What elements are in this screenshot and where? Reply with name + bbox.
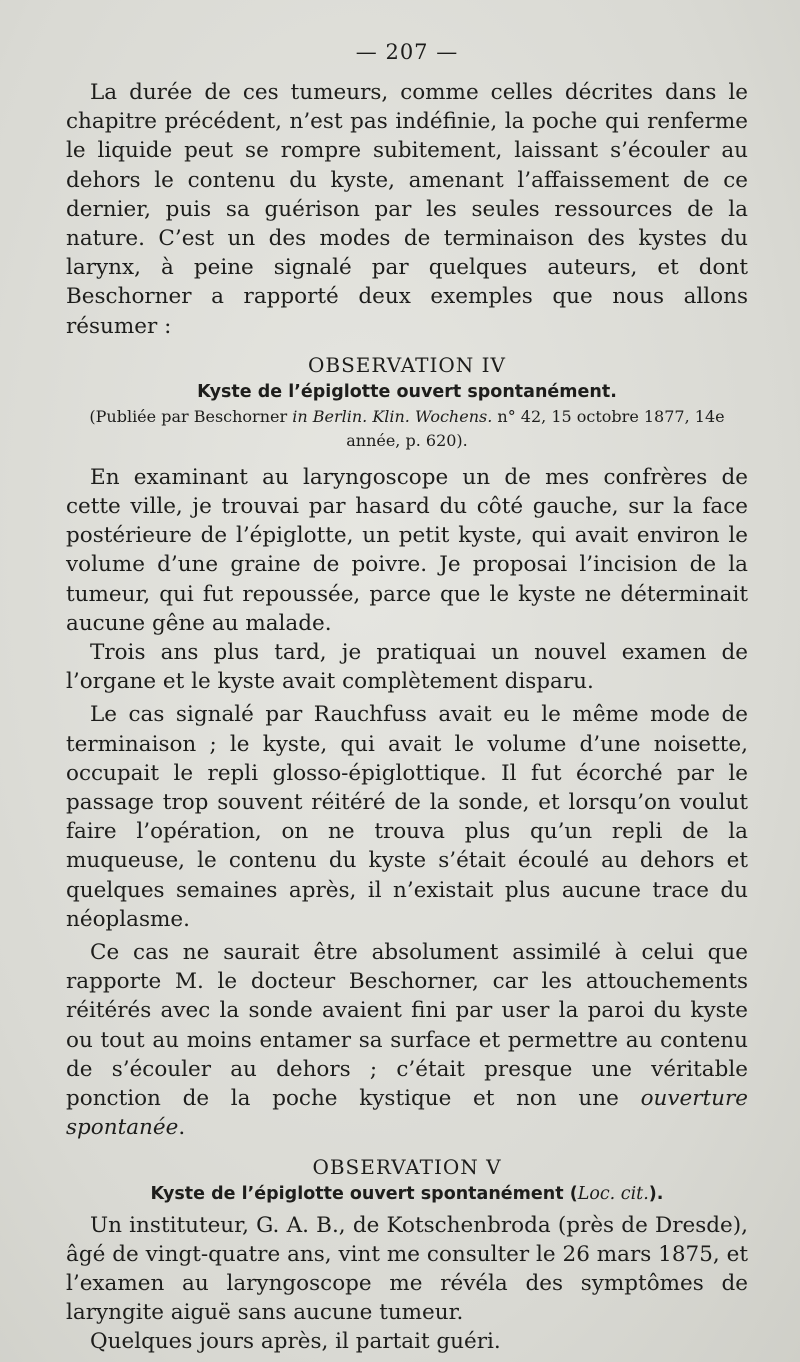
- observation-5-paragraph-2: Quelques jours après, il partait guéri.: [90, 1329, 501, 1355]
- page-number: — 207 —: [355, 40, 459, 64]
- closing-suffix: .: [178, 1115, 186, 1141]
- observation-4-source: [66, 405, 748, 453]
- closing-prefix: Ce cas ne saurait être absolument assimilé à celui que rapporte M. le docteur Beschorner, car les attouchements réitérés avec la sonde avaient fini par user la paroi du kyste ou tout au moins entamer sa surface et permettre au contenu de s’écouler au dehors ; c’était presque une véritable ponction de la poche kystique et non une: [66, 940, 748, 1112]
- subtitle-citation: Loc. cit.: [577, 1183, 649, 1204]
- observation-4-closing-paragraph: [66, 938, 748, 1142]
- observation-4-paragraph-3: Le cas signalé par Rauchfuss avait eu le même mode de terminaison ; le kyste, qui avait le volume d’une noisette, occupait le repli glosso-épiglottique. Il fut écorché par le passage trop souvent réitéré de la sonde, et lorsqu’on voulut faire l’opération, on ne trouva plus qu’un repli de la muqueuse, le contenu du kyste s’était écoulé au dehors et quelques semaines après, il n’existait plus aucune trace du néoplasme.: [66, 702, 748, 932]
- source-suffix: n° 42, 15 octobre 1877, 14e année, p. 620).: [346, 406, 725, 450]
- observation-4-title: OBSERVATION IV: [307, 352, 506, 377]
- subtitle-close: ).: [648, 1183, 664, 1204]
- observation-5-subtitle: [66, 1181, 748, 1207]
- source-prefix: (Publiée par Beschorner: [89, 406, 293, 426]
- observation-4-paragraph-1: En examinant au laryngoscope un de mes confrères de cette ville, je trouvai par hasard du côté gauche, sur la face postérieure de l’épiglotte, un petit kyste, qui avait environ le volume d’une graine de poivre. Je proposai l’incision de la tumeur, qui fut repoussée, parce que le kyste ne déterminait aucune gêne au malade.: [66, 464, 748, 636]
- observation-4-paragraph-2: Trois ans plus tard, je pratiquai un nouvel examen de l’organe et le kyste avait complètement disparu.: [66, 640, 748, 695]
- subtitle-main: Kyste de l’épiglotte ouvert spontanément (: [150, 1183, 578, 1204]
- observation-5-title: OBSERVATION V: [312, 1154, 502, 1179]
- observation-4-subtitle: Kyste de l’épiglotte ouvert spontanément.: [197, 381, 617, 402]
- observation-5-paragraph-1: Un instituteur, G. A. B., de Kotschenbroda (près de Dresde), âgé de vingt-quatre ans, vint me consulter le 26 mars 1875, et l’examen au laryngoscope me révéla des symptômes de laryngite aiguë sans aucune tumeur.: [66, 1212, 748, 1326]
- intro-paragraph: La durée de ces tumeurs, comme celles décrites dans le chapitre précédent, n’est pas indéfinie, la poche qui renferme le liquide peut se rompre subitement, laissant s’écouler au dehors le contenu du kyste, amenant l’affaissement de ce dernier, puis sa guérison par les seules ressources de la nature. C’est un des modes de terminaison des kystes du larynx, à peine signalé par quelques auteurs, et dont Beschorner a rapporté deux exemples que nous allons résumer :: [66, 80, 748, 339]
- closing-italic: ouverture spontanée: [66, 1086, 748, 1141]
- source-journal: in Berlin. Klin. Wochens.: [292, 406, 493, 426]
